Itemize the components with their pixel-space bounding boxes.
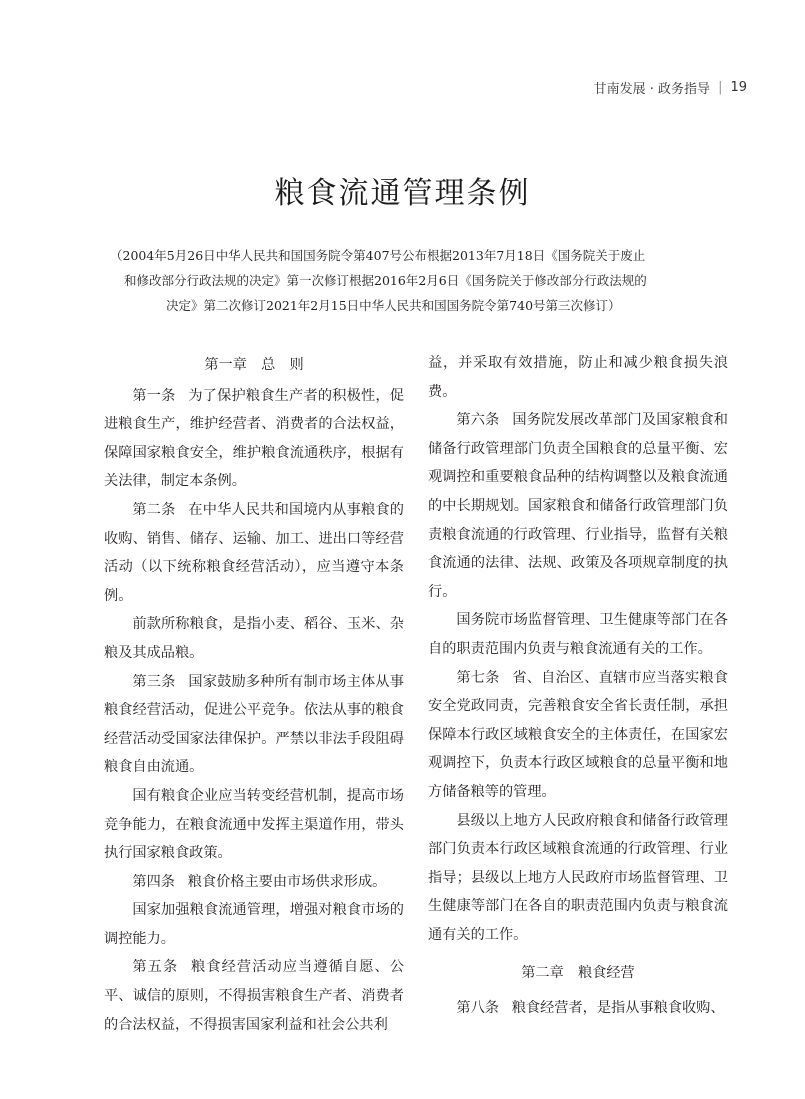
header-divider: | (718, 80, 723, 95)
article-text: 粮食价格主要由市场供求形成。 (187, 873, 387, 890)
revision-note-line-1: （2004年5月26日中华人民共和国国务院令第407号公布根据2013年7月18日《国务院关于废止 (110, 248, 646, 263)
article-text: 为了保护粮食生产者的积极性，促进粮食生产，维护经营者、消费者的合法权益，保障国家粮食安全，维护粮食流通秩序，根据有关法律，制定本条例。 (104, 387, 404, 490)
article-text: 国家鼓励多种所有制市场主体从事粮食经营活动，促进公平竞争。依法从事的粮食经营活动受国家法律保护。严禁以非法手段阻碍粮食自由流通。 (104, 673, 404, 776)
left-column (104, 349, 404, 1039)
right-column (428, 349, 728, 1023)
article-label: 第五条 (132, 959, 179, 976)
article-text: 省、自治区、直辖市应当落实粮食安全党政同责，完善粮食安全省长责任制，承担保障本行政区域粮食安全的主体责任，在国家宏观调控下，负责本行政区域粮食的总量平衡和地方储备粮等的管理。 (428, 669, 728, 800)
article-8 (428, 994, 728, 1023)
article-6-paragraph-2: 国务院市场监督管理、卫生健康等部门在各自的职责范围内负责与粮食流通有关的工作。 (428, 612, 728, 657)
article-2 (104, 496, 404, 610)
article-7-paragraph-2: 县级以上地方人民政府粮食和储备行政管理部门负责本行政区域粮食流通的行政管理、行业指导；县级以上地方人民政府市场监督管理、卫生健康等部门在各自的职责范围内负责与粮食流通有关的工作。 (428, 812, 728, 943)
revision-note-line-2: 和修改部分行政法规的决定》第一次修订根据2016年2月6日《国务院关于修改部分行政法规的 (124, 273, 647, 288)
article-3 (104, 668, 404, 782)
article-label: 第七条 (456, 669, 500, 686)
article-1 (104, 382, 404, 496)
article-text: 粮食经营者，是指从事粮食收购、 (511, 1000, 725, 1017)
article-label: 第三条 (132, 673, 176, 690)
article-4-paragraph-2: 国家加强粮食流通管理，增强对粮食市场的调控能力。 (104, 902, 404, 947)
chapter-heading: 第二章 粮食经营 (521, 965, 635, 982)
article-5-continued: 益，并采取有效措施，防止和减少粮食损失浪费。 (428, 355, 728, 400)
article-label: 第一条 (132, 387, 176, 404)
article-text: 在中华人民共和国境内从事粮食的收购、销售、储存、运输、加工、进出口等经营活动（以下统称粮食经营活动），应当遵守本条例。 (104, 501, 404, 604)
page-number: 19 (730, 80, 747, 95)
article-7 (428, 664, 728, 807)
article-label: 第四条 (132, 873, 175, 890)
article-5 (104, 953, 404, 1039)
article-text: 粮食经营活动应当遵循自愿、公平、诚信的原则，不得损害粮食生产者、消费者的合法权益，不得损害国家利益和社会公共利 (104, 959, 404, 1033)
revision-note-line-3: 决定》第二次修订2021年2月15日中华人民共和国国务院令第740号第三次修订） (166, 298, 621, 313)
article-label: 第二条 (132, 501, 176, 518)
article-3-paragraph-2: 国有粮食企业应当转变经营机制，提高市场竞争能力，在粮食流通中发挥主渠道作用，带头执行国家粮食政策。 (104, 787, 404, 862)
document-title: 粮食流通管理条例 (274, 176, 531, 211)
article-text: 国务院发展改革部门及国家粮食和储备行政管理部门负责全国粮食的总量平衡、宏观调控和重要粮食品种的结构调整以及粮食流通的中长期规划。国家粮食和储备行政管理部门负责粮食流通的行政管理、行业指导，监督有关粮食流通的法律、法规、政策及各项规章制度的执行。 (428, 412, 728, 600)
running-header (594, 78, 747, 97)
article-2-paragraph-2: 前款所称粮食，是指小麦、稻谷、玉米、杂粮及其成品粮。 (104, 616, 404, 661)
article-4 (104, 868, 404, 897)
revision-note (110, 243, 710, 318)
article-label: 第六条 (456, 412, 500, 429)
chapter-heading: 第一章 总 则 (204, 357, 304, 373)
journal-name: 甘南发展 · 政务指导 (593, 82, 711, 97)
article-label: 第八条 (456, 1000, 499, 1017)
article-6 (428, 406, 728, 606)
